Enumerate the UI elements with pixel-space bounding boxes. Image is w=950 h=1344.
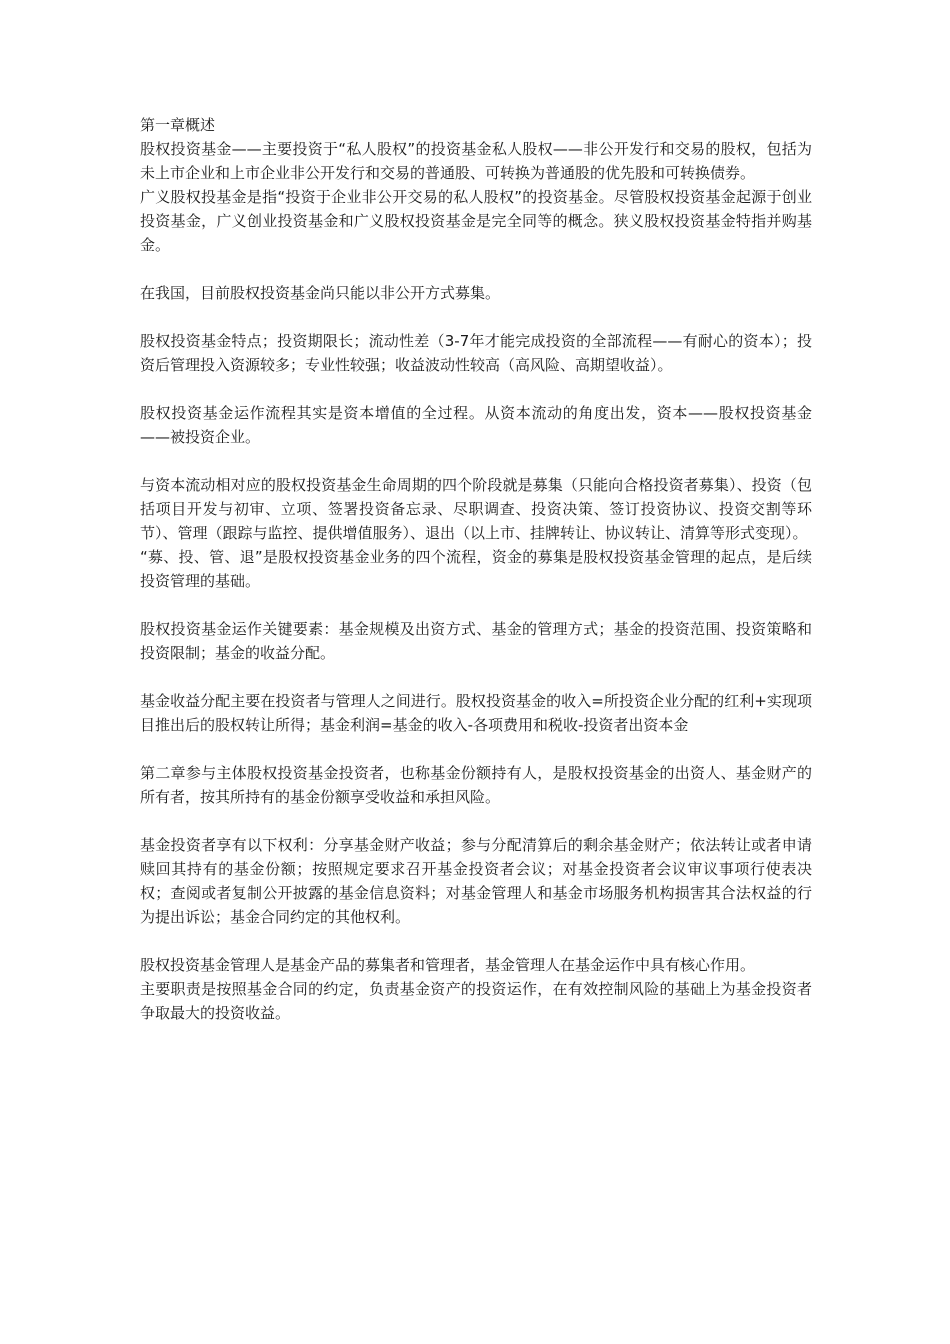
paragraph-manager-duties: 主要职责是按照基金合同的约定，负责基金资产的投资运作，在有效控制风险的基础上为基金投资者争取最大的投资收益。 — [140, 980, 812, 1022]
chapter-1-heading: 第一章概述 — [140, 116, 216, 134]
paragraph-private-equity-definition: 股权投资基金——主要投资于“私人股权”的投资基金私人股权——非公开发行和交易的股权，包括为未上市企业和上市企业非公开发行和交易的普通股、可转换为普通股的优先股和可转换债券。 — [140, 140, 812, 182]
paragraph-fund-manager: 股权投资基金管理人是基金产品的募集者和管理者，基金管理人在基金运作中具有核心作用。 — [140, 956, 756, 974]
paragraph-investor-rights: 基金投资者享有以下权利：分享基金财产收益；参与分配清算后的剩余基金财产；依法转让或者申请赎回其持有的基金份额；按照规定要求召开基金投资者会议；对基金投资者会议审议事项行使表决权；查阅或者复制公开披露的基金信息资料；对基金管理人和基金市场服务机构损害其合法权益的行为提出诉讼；基金合同约定的其他权利。 — [140, 836, 812, 926]
document-body — [140, 113, 812, 1025]
paragraph-fund-characteristics: 股权投资基金特点；投资期限长；流动性差（3-7年才能完成投资的全部流程——有耐心的资本）；投资后管理投入资源较多；专业性较强；收益波动性较高（高风险、高期望收益）。 — [140, 332, 812, 374]
paragraph-lifecycle-stages: 与资本流动相对应的股权投资基金生命周期的四个阶段就是募集（只能向合格投资者募集）、投资（包括项目开发与初审、立项、签署投资备忘录、尽职调查、投资决策、签订投资协议、投资交割等环节）、管理（跟踪与监控、提供增值服务）、退出（以上市、挂牌转让、协议转让、清算等形式变现）。 — [140, 476, 812, 542]
paragraph-operation-process: 股权投资基金运作流程其实是资本增值的全过程。从资本流动的角度出发，资本——股权投资基金——被投资企业。 — [140, 404, 812, 446]
paragraph-fundraising-china: 在我国，目前股权投资基金尚只能以非公开方式募集。 — [140, 284, 501, 302]
paragraph-key-elements: 股权投资基金运作关键要素：基金规模及出资方式、基金的管理方式；基金的投资范围、投资策略和投资限制；基金的收益分配。 — [140, 620, 812, 662]
paragraph-chapter-2-investors: 第二章参与主体股权投资基金投资者，也称基金份额持有人，是股权投资基金的出资人、基金财产的所有者，按其所持有的基金份额享受收益和承担风险。 — [140, 764, 812, 806]
paragraph-four-processes: “募、投、管、退”是股权投资基金业务的四个流程，资金的募集是股权投资基金管理的起点，是后续投资管理的基础。 — [140, 548, 812, 590]
paragraph-broad-fund-definition: 广义股权投基金是指“投资于企业非公开交易的私人股权”的投资基金。尽管股权投资基金起源于创业投资基金，广义创业投资基金和广义股权投资基金是完全同等的概念。狭义股权投资基金特指并购基金。 — [140, 188, 812, 254]
paragraph-income-distribution: 基金收益分配主要在投资者与管理人之间进行。股权投资基金的收入=所投资企业分配的红利+实现项目推出后的股权转让所得；基金利润=基金的收入-各项费用和税收-投资者出资本金 — [140, 692, 812, 734]
